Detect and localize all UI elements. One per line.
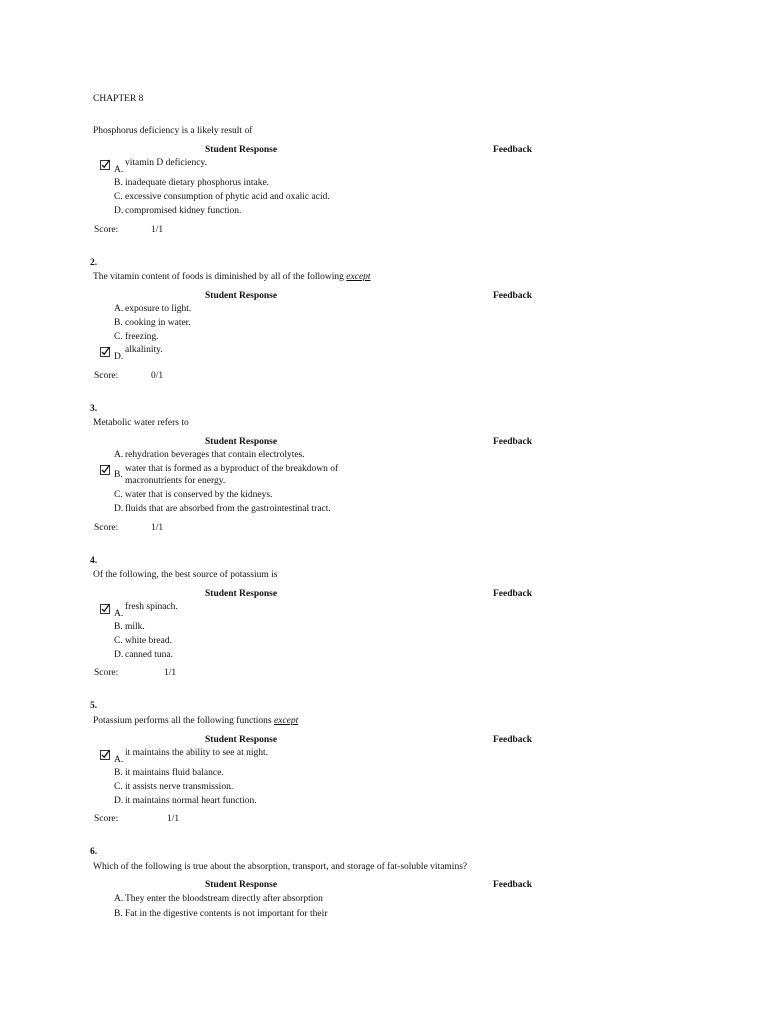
student-response-header: Student Response [205,880,278,890]
option-text: water that is conserved by the kidneys. [125,490,273,500]
option-letter: D. [114,504,124,514]
question-prompt: The vitamin content of foods is diminished by all of the following except [93,272,371,282]
feedback-header: Feedback [493,735,533,745]
score-value: 1/1 [167,814,180,824]
question-number: 4. [90,556,98,566]
option-letter: D. [114,206,124,216]
option-text: fresh spinach. [125,602,178,612]
option-text: vitamin D deficiency. [125,158,207,168]
option-letter: C. [114,332,123,342]
option-letter: C. [114,782,123,792]
option-text: freezing. [125,332,159,342]
option-letter: D. [114,352,124,362]
score-label: Score: [94,523,119,533]
emphasis-except: except [346,272,371,282]
score-label: Score: [94,668,119,678]
option-letter: B. [114,318,123,328]
option-text: cooking in water. [125,318,191,328]
score-value: 1/1 [151,225,164,235]
question-number: 6. [90,847,98,857]
option-letter: D. [114,650,124,660]
emphasis-except: except [274,716,299,726]
option-letter: A. [114,450,124,460]
option-letter: A. [114,894,124,904]
score-label: Score: [94,371,119,381]
student-response-header: Student Response [205,145,278,155]
option-text: rehydration beverages that contain electrolytes. [125,450,305,460]
option-letter: C. [114,192,123,202]
option-letter: A. [114,755,124,765]
option-text: alkalinity. [125,345,163,355]
checkbox-checked-icon [100,159,110,170]
feedback-header: Feedback [493,291,533,301]
question-number: 2. [90,258,98,268]
checkbox-checked-icon [100,749,110,760]
feedback-header: Feedback [493,880,533,890]
score-value: 1/1 [151,523,164,533]
option-text: canned tuna. [125,650,174,660]
score-value: 1/1 [164,668,177,678]
feedback-header: Feedback [493,145,533,155]
option-letter: A. [114,304,124,314]
option-letter: B. [114,470,123,480]
score-value: 0/1 [151,371,164,381]
question-prompt: Phosphorus deficiency is a likely result of [93,126,253,136]
option-letter: B. [114,768,123,778]
feedback-header: Feedback [493,589,533,599]
checkbox-checked-icon [100,464,110,475]
option-letter: D. [114,796,124,806]
option-text: white bread. [125,636,172,646]
option-letter: A. [114,609,124,619]
question-prompt: Which of the following is true about the absorption, transport, and storage of fat-soluble vitamins? [93,862,468,872]
option-text: excessive consumption of phytic acid and oxalic acid. [125,192,330,202]
option-text: it maintains the ability to see at night. [125,748,269,758]
option-text-continued: macronutrients for energy. [125,476,226,486]
option-letter: B. [114,622,123,632]
question-prompt: Potassium performs all the following functions except [93,716,299,726]
student-response-header: Student Response [205,735,278,745]
question-number: 3. [90,404,98,414]
student-response-header: Student Response [205,437,278,447]
student-response-header: Student Response [205,589,278,599]
option-text: inadequate dietary phosphorus intake. [125,178,270,188]
option-text: it maintains fluid balance. [125,768,224,778]
checkbox-checked-icon [100,346,110,357]
option-letter: B. [114,909,123,919]
option-text: They enter the bloodstream directly after absorption [125,894,323,904]
question-prompt: Of the following, the best source of potassium is [93,570,278,580]
option-text: milk. [125,622,145,632]
option-letter: C. [114,636,123,646]
option-text: Fat in the digestive contents is not important for their [125,909,328,919]
question-prompt: Metabolic water refers to [93,418,189,428]
score-label: Score: [94,814,119,824]
option-text: it assists nerve transmission. [125,782,234,792]
question-number: 5. [90,701,98,711]
option-text: exposure to light. [125,304,192,314]
option-text: compromised kidney function. [125,206,242,216]
option-letter: C. [114,490,123,500]
option-letter: A. [114,165,124,175]
option-text: it maintains normal heart function. [125,796,257,806]
score-label: Score: [94,225,119,235]
option-text: fluids that are absorbed from the gastrointestinal tract. [125,504,331,514]
student-response-header: Student Response [205,291,278,301]
checkbox-checked-icon [100,603,110,614]
option-letter: B. [114,178,123,188]
option-text: water that is formed as a byproduct of the breakdown of [125,464,339,474]
chapter-title: CHAPTER 8 [93,94,144,104]
feedback-header: Feedback [493,437,533,447]
